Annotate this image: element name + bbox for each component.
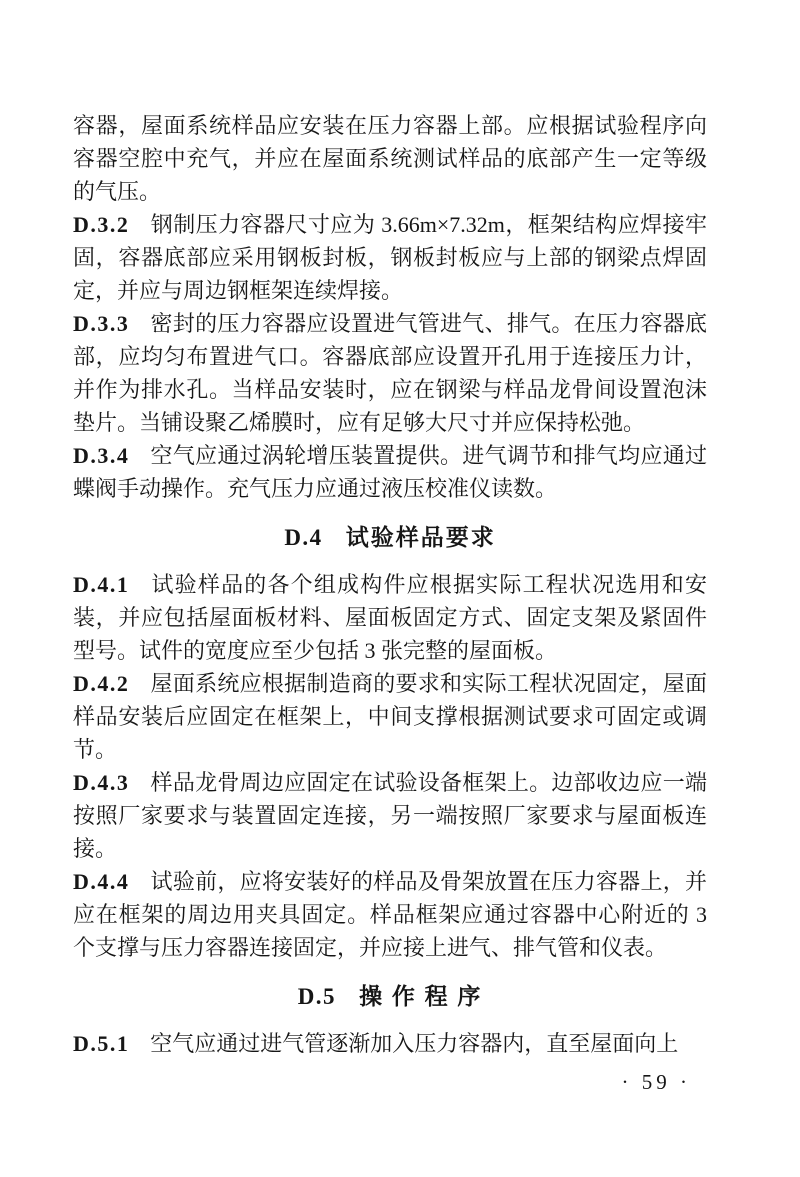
clause-d-3-3 <box>73 307 707 439</box>
clause-d-4-2 <box>73 667 707 766</box>
clause-number: D.4.4 <box>73 869 130 894</box>
clause-text: 样品龙骨周边应固定在试验设备框架上。边部收边应一端按照厂家要求与装置固定连接，另一端按照厂家要求与屋面板连接。 <box>73 770 707 861</box>
clause-text: 钢制压力容器尺寸应为 3.66m×7.32m，框架结构应焊接牢固，容器底部应采用钢板封板，钢板封板应与上部的钢梁点焊固定，并应与周边钢框架连续焊接。 <box>73 212 707 303</box>
section-heading-d5 <box>73 980 707 1013</box>
page-number: · 59 · <box>621 1070 691 1094</box>
section-title: 试验样品要求 <box>345 525 496 550</box>
clause-d-4-3 <box>73 766 707 865</box>
clause-number: D.4.3 <box>73 770 130 795</box>
clause-d-5-1 <box>73 1027 707 1060</box>
clause-d-3-2 <box>73 208 707 307</box>
clause-number: D.3.2 <box>73 212 130 237</box>
section-title: 操 作 程 序 <box>359 984 483 1009</box>
section-heading-d4 <box>73 521 707 554</box>
clause-d-4-4 <box>73 865 707 964</box>
clause-number: D.4.2 <box>73 671 130 696</box>
clause-text: 试验样品的各个组成构件应根据实际工程状况选用和安装，并应包括屋面板材料、屋面板固定方式、固定支架及紧固件型号。试件的宽度应至少包括 3 张完整的屋面板。 <box>73 572 707 663</box>
section-number: D.4 <box>284 525 323 550</box>
page-footer <box>73 1069 707 1095</box>
paragraph-text: 容器，屋面系统样品应安装在压力容器上部。应根据试验程序向容器空腔中充气，并应在屋面系统测试样品的底部产生一定等级的气压。 <box>73 113 707 204</box>
clause-text: 试验前，应将安装好的样品及骨架放置在压力容器上，并应在框架的周边用夹具固定。样品框架应通过容器中心附近的 3 个支撑与压力容器连接固定，并应接上进气、排气管和仪表。 <box>73 869 707 960</box>
clause-text: 空气应通过涡轮增压装置提供。进气调节和排气均应通过蝶阀手动操作。充气压力应通过液压校准仪读数。 <box>73 443 707 501</box>
clause-number: D.3.3 <box>73 311 130 336</box>
document-page <box>73 109 707 1095</box>
clause-text: 空气应通过进气管逐渐加入压力容器内，直至屋面向上 <box>150 1031 679 1056</box>
section-number: D.5 <box>297 984 337 1009</box>
clause-number: D.3.4 <box>73 443 130 468</box>
clause-text: 密封的压力容器应设置进气管进气、排气。在压力容器底部，应均匀布置进气口。容器底部应设置开孔用于连接压力计，并作为排水孔。当样品安装时，应在钢梁与样品龙骨间设置泡沫垫片。当铺设聚乙烯膜时，应有足够大尺寸并应保持松弛。 <box>73 311 707 435</box>
clause-text: 屋面系统应根据制造商的要求和实际工程状况固定，屋面样品安装后应固定在框架上，中间支撑根据测试要求可固定或调节。 <box>73 671 707 762</box>
clause-number: D.4.1 <box>73 572 130 597</box>
clause-d-3-4 <box>73 439 707 505</box>
clause-d-4-1 <box>73 568 707 667</box>
paragraph-continuation <box>73 109 707 208</box>
clause-number: D.5.1 <box>73 1031 130 1056</box>
